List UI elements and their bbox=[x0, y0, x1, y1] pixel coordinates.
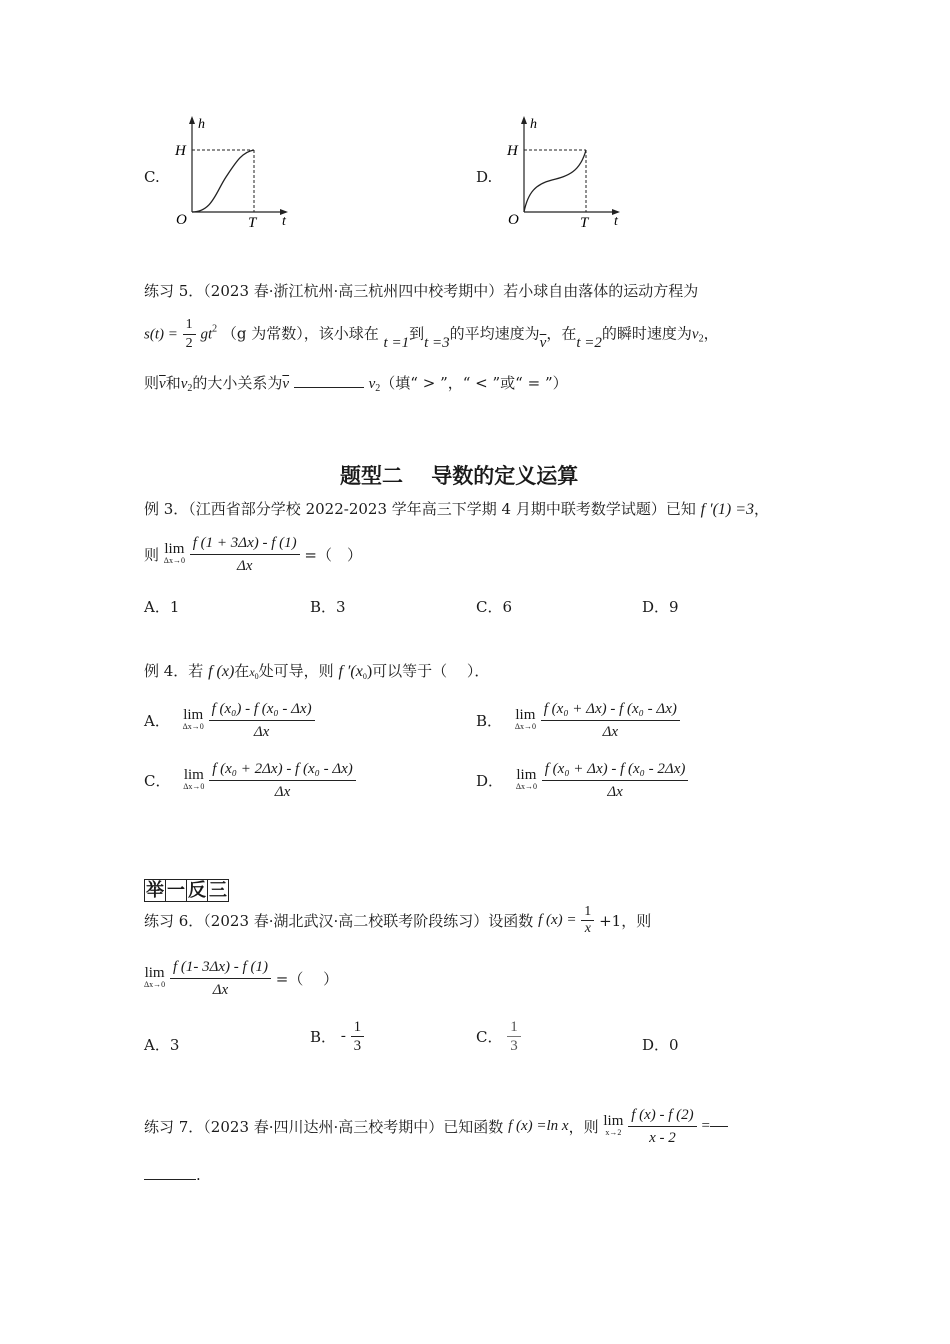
ex5-eq-rhs: gt bbox=[200, 326, 213, 343]
ex4-c-den: Δx bbox=[274, 784, 291, 800]
ex4-c-lim-word: lim bbox=[183, 766, 204, 783]
ex4-intro-b: 在 bbox=[234, 662, 250, 680]
ex4-option-a[interactable] bbox=[144, 698, 315, 743]
ex6-recip-den: x bbox=[584, 921, 591, 936]
graph-d-T: T bbox=[580, 215, 589, 231]
ex4-option-c-label: C． bbox=[144, 772, 171, 790]
ex6-den: Δx bbox=[212, 982, 229, 998]
ex5-sq: 2 bbox=[212, 323, 218, 335]
ex5-comma-at: ，在 bbox=[546, 324, 577, 343]
ex5-eq-lhs: s(t) = bbox=[144, 326, 178, 343]
ex5-answer-blank[interactable] bbox=[294, 387, 364, 388]
ex5-to: 到 bbox=[409, 324, 425, 343]
ex4-c-frac bbox=[209, 758, 356, 803]
graph-c-axis-h: h bbox=[198, 117, 205, 132]
ex4-b-lim-under: Δx→0 bbox=[514, 721, 536, 731]
ex7-num: f (x) - f (2) bbox=[628, 1104, 696, 1127]
ex6-option-b-den: 3 bbox=[353, 1038, 362, 1054]
ex4-a-den: Δx bbox=[253, 724, 270, 740]
ex5-v2-sub-3: 2 bbox=[375, 383, 381, 394]
ex3-den: Δx bbox=[236, 558, 253, 574]
boxed-char-4: 三 bbox=[209, 880, 227, 901]
ex5-half-den: 2 bbox=[185, 336, 193, 351]
ex5-t3: t =3 bbox=[424, 334, 450, 351]
ex5-half bbox=[183, 316, 196, 353]
ex4-fpx0-close: ) bbox=[366, 663, 373, 680]
ex6-expr bbox=[144, 956, 338, 1001]
ex6-option-b-frac bbox=[351, 1018, 365, 1055]
ex6-option-d[interactable]: D．0 bbox=[642, 1036, 679, 1054]
ex7-frac bbox=[628, 1104, 696, 1149]
ex3-eq: =（ ） bbox=[304, 546, 362, 564]
ex6-frac bbox=[170, 956, 271, 1001]
ex4-d-num: f (x₀ + Δx) - f (x₀ - 2Δx) bbox=[542, 758, 689, 781]
ex5-inst: 的瞬时速度为 bbox=[601, 324, 692, 343]
ex4-option-b-label: B． bbox=[476, 712, 503, 730]
ex3-option-a[interactable]: A．1 bbox=[144, 598, 180, 616]
ex6-lim-word: lim bbox=[144, 964, 165, 981]
boxed-char-2: 一 bbox=[167, 880, 185, 901]
ex4-a-lim-under: Δx→0 bbox=[182, 721, 204, 731]
ex5-avg: 的平均速度为 bbox=[449, 324, 540, 343]
ex7-line bbox=[144, 1104, 728, 1149]
ex5-t2: t =2 bbox=[576, 334, 602, 351]
graph-d bbox=[500, 112, 630, 234]
ex5-t1: t =1 bbox=[383, 334, 410, 351]
ex6-lim bbox=[144, 964, 166, 991]
ex6-intro-line bbox=[144, 904, 651, 937]
ex6-option-c-frac bbox=[507, 1018, 521, 1055]
ex4-option-a-label: A． bbox=[144, 712, 170, 730]
ex6-option-b-sign: - bbox=[340, 1028, 346, 1044]
ex3-lim bbox=[163, 540, 185, 567]
ex3-lim-word: lim bbox=[164, 540, 185, 557]
graph-c-curve bbox=[192, 150, 254, 212]
ex7-then: ，则 bbox=[568, 1118, 599, 1136]
ex5-g-note: （g 为常数），该小球在 bbox=[221, 324, 379, 343]
graph-d-axis-t: t bbox=[614, 214, 618, 229]
graph-d-O: O bbox=[508, 212, 519, 228]
ex6-fx: f (x) = bbox=[538, 912, 577, 928]
ex3-option-b[interactable]: B．3 bbox=[310, 598, 346, 616]
ex6-option-b[interactable] bbox=[310, 1018, 364, 1055]
ex7-line2 bbox=[144, 1166, 201, 1184]
ex4-x0-sub: 0 bbox=[254, 672, 259, 681]
ex4-c-num: f (x₀ + 2Δx) - f (x₀ - Δx) bbox=[209, 758, 356, 781]
ex6-recip bbox=[581, 904, 594, 937]
ex6-plus1: +1，则 bbox=[599, 912, 652, 930]
ex4-a-lim bbox=[182, 706, 204, 733]
ex3-num: f (1 + 3Δx) - f (1) bbox=[190, 532, 300, 555]
ex6-option-c[interactable] bbox=[476, 1018, 521, 1055]
ex6-intro: 练习 6．（2023 春·湖北武汉·高二校联考阶段练习）设函数 bbox=[144, 912, 534, 930]
ex7-end: . bbox=[196, 1166, 201, 1184]
ex6-option-a[interactable]: A．3 bbox=[144, 1036, 180, 1054]
ex4-intro-line bbox=[144, 660, 489, 681]
ex4-option-d-label: D． bbox=[476, 772, 504, 790]
ex6-num: f (1- 3Δx) - f (1) bbox=[170, 956, 271, 979]
ex6-option-c-label: C． bbox=[476, 1028, 503, 1046]
ex4-fpx0-sub: 0 bbox=[362, 672, 367, 681]
ex4-option-c[interactable] bbox=[144, 758, 356, 803]
boxed-heading bbox=[144, 876, 229, 902]
ex4-d-lim-under: Δx→0 bbox=[515, 781, 537, 791]
ex5-then: 则 bbox=[144, 374, 160, 392]
ex3-intro-line bbox=[144, 498, 769, 519]
ex3-given: f ′(1) =3 bbox=[700, 501, 755, 518]
option-c-label: C. bbox=[144, 168, 160, 186]
ex6-option-b-num: 1 bbox=[351, 1018, 365, 1037]
ex5-and: 和 bbox=[165, 374, 181, 392]
ex4-fx: f (x) bbox=[208, 663, 235, 680]
graph-d-axis-h: h bbox=[530, 117, 537, 132]
ex3-intro: 例 3．（江西省部分学校 2022-2023 学年高三下学期 4 月期中联考数学试题）已知 bbox=[144, 500, 696, 518]
ex6-recip-num: 1 bbox=[581, 904, 594, 921]
ex5-half-num: 1 bbox=[183, 316, 196, 335]
ex4-d-lim-word: lim bbox=[516, 766, 537, 783]
ex5-intro: 练习 5．（2023 春·浙江杭州·高三杭州四中校考期中）若小球自由落体的运动方程为 bbox=[144, 282, 699, 300]
ex3-frac bbox=[190, 532, 300, 577]
ex7-fx: f (x) =ln x bbox=[508, 1118, 569, 1134]
boxed-char-3: 反 bbox=[188, 880, 206, 901]
ex5-v2: v bbox=[691, 326, 699, 343]
ex3-then: 则 bbox=[144, 546, 160, 564]
ex7-den: x - 2 bbox=[649, 1130, 676, 1146]
ex4-d-frac bbox=[542, 758, 689, 803]
ex7-eq: = bbox=[701, 1118, 710, 1134]
ex5-vbar-2: $\overline{v}$ bbox=[159, 376, 166, 392]
ex5-line2 bbox=[144, 316, 719, 353]
ex7-answer-blank-2[interactable] bbox=[144, 1179, 196, 1180]
ex4-b-lim bbox=[514, 706, 536, 733]
ex4-c-lim bbox=[183, 766, 205, 793]
ex7-lim-word: lim bbox=[603, 1112, 624, 1129]
ex6-option-b-label: B． bbox=[310, 1028, 337, 1046]
ex7-lim-under: x→2 bbox=[605, 1127, 622, 1137]
ex3-option-c[interactable]: C．6 bbox=[476, 598, 513, 616]
ex4-option-b[interactable] bbox=[476, 698, 680, 743]
ex5-vbar: $\overline{v}$ bbox=[539, 334, 547, 351]
ex5-v2-sub-2: 2 bbox=[187, 383, 193, 394]
graph-c bbox=[168, 112, 298, 234]
ex6-lim-under: Δx→0 bbox=[144, 979, 166, 989]
ex5-end1: ， bbox=[703, 324, 719, 343]
ex5-relation: 的大小关系为 bbox=[192, 374, 283, 392]
ex4-c-lim-under: Δx→0 bbox=[183, 781, 205, 791]
ex5-v2-3: v bbox=[368, 376, 376, 392]
ex6-option-c-den: 3 bbox=[510, 1038, 518, 1054]
graph-c-O: O bbox=[176, 212, 187, 228]
ex7-answer-blank-1[interactable] bbox=[710, 1126, 728, 1127]
section-title: 题型二 导数的定义运算 bbox=[340, 464, 579, 488]
ex3-option-d[interactable]: D．9 bbox=[642, 598, 679, 616]
option-d-label: D. bbox=[476, 168, 493, 186]
ex6-eq: =（ ） bbox=[275, 970, 339, 988]
ex5-fill: （填“ > ”，“ < ”或“ = ”） bbox=[380, 374, 568, 392]
ex6-option-c-num: 1 bbox=[507, 1018, 521, 1037]
ex4-intro-d: 可以等于（ ）． bbox=[372, 662, 490, 680]
graph-d-H: H bbox=[507, 143, 518, 159]
graph-c-H: H bbox=[175, 143, 186, 159]
ex4-d-den: Δx bbox=[607, 784, 623, 800]
ex7-intro: 练习 7．（2023 春·四川达州·高三校考期中）已知函数 bbox=[144, 1118, 504, 1136]
ex4-b-lim-word: lim bbox=[515, 706, 536, 723]
ex4-fpx0: f ′(x bbox=[338, 663, 363, 680]
ex3-expr bbox=[144, 532, 362, 577]
ex4-b-frac bbox=[541, 698, 680, 743]
ex4-a-lim-word: lim bbox=[183, 706, 204, 723]
ex3-given-end: ， bbox=[754, 500, 770, 518]
ex5-v2-2: v bbox=[180, 376, 188, 392]
ex7-lim bbox=[603, 1112, 624, 1139]
ex4-b-num: f (x₀ + Δx) - f (x₀ - Δx) bbox=[541, 698, 680, 721]
ex4-a-frac bbox=[209, 698, 315, 743]
graph-c-axis-t: t bbox=[282, 214, 286, 229]
boxed-char-1: 举 bbox=[146, 880, 164, 901]
ex5-line3 bbox=[144, 372, 568, 394]
graph-c-T: T bbox=[248, 215, 257, 231]
ex4-intro-c: 处可导，则 bbox=[258, 662, 334, 680]
ex4-d-lim bbox=[515, 766, 537, 793]
graph-d-curve bbox=[524, 150, 586, 212]
ex4-intro-a: 例 4．若 bbox=[144, 662, 204, 680]
ex4-a-num: f (x₀) - f (x₀ - Δx) bbox=[209, 698, 315, 721]
ex4-x0: x bbox=[249, 665, 255, 679]
ex4-b-den: Δx bbox=[602, 724, 619, 740]
ex3-lim-under: Δx→0 bbox=[163, 555, 185, 565]
ex5-v2-sub: 2 bbox=[698, 333, 704, 345]
ex4-option-d[interactable] bbox=[476, 758, 688, 803]
ex5-vbar-3: $\overline{v}$ bbox=[282, 376, 290, 392]
